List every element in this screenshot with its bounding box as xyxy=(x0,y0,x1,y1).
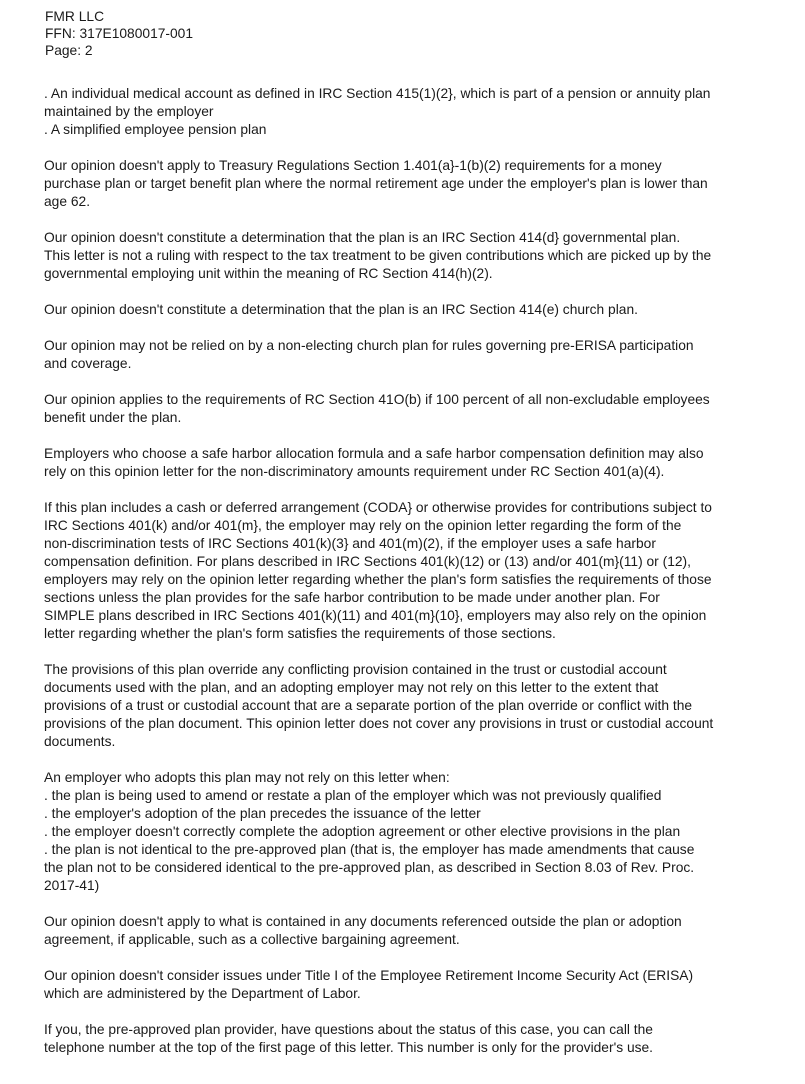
paragraph xyxy=(44,499,766,643)
text-line: documents used with the plan, and an adopting employer may not rely on this letter to the extent that xyxy=(44,680,659,695)
text-line: IRC Sections 401(k) and/or 401(m}, the employer may rely on the opinion letter regarding the form of the xyxy=(44,518,682,533)
text-line: governmental employing unit within the meaning of RC Section 414(h)(2). xyxy=(44,266,493,281)
text-line: provisions of a trust or custodial account that are a separate portion of the plan override or conflict with the xyxy=(44,698,693,713)
text-line: Our opinion doesn't constitute a determination that the plan is an IRC Section 414(d} governmental plan. xyxy=(44,230,681,245)
text-line: If you, the pre-approved plan provider, have questions about the status of this case, you can call the xyxy=(44,1022,653,1037)
text-line: The provisions of this plan override any conflicting provision contained in the trust or custodial account xyxy=(44,662,667,677)
text-line: Our opinion doesn't consider issues under Title I of the Employee Retirement Income Security Act (ERISA) xyxy=(44,968,694,983)
text-line: provisions of the plan document. This opinion letter does not cover any provisions in trust or custodial account xyxy=(44,716,714,731)
text-line: 2017-41) xyxy=(44,878,100,893)
ffn-number: FFN: 317E1080017-001 xyxy=(45,26,194,41)
letter-header xyxy=(45,8,193,59)
text-line: Employers who choose a safe harbor allocation formula and a safe harbor compensation definition may also xyxy=(44,446,704,461)
text-line: . the employer's adoption of the plan precedes the issuance of the letter xyxy=(44,806,481,821)
text-line: purchase plan or target benefit plan where the normal retirement age under the employer's plan is lower than xyxy=(44,176,708,191)
text-line: non-discrimination tests of IRC Sections 401(k)(3} and 401(m)(2), if the employer uses a safe harbor xyxy=(44,536,656,551)
text-line: and coverage. xyxy=(44,356,132,371)
text-line: If this plan includes a cash or deferred arrangement (CODA} or otherwise provides for contributions subject to xyxy=(44,500,712,515)
text-line: maintained by the employer xyxy=(44,104,214,119)
text-line: documents. xyxy=(44,734,116,749)
text-line: SIMPLE plans described in IRC Sections 401(k)(11) and 401(m}(10}, employers may also rely on the opinion xyxy=(44,608,707,623)
paragraph xyxy=(44,85,766,139)
text-line: rely on this opinion letter for the non-discriminatory amounts requirement under RC Section 401(a)(4). xyxy=(44,464,665,479)
paragraph xyxy=(44,913,766,949)
text-line: age 62. xyxy=(44,194,91,209)
paragraph xyxy=(44,661,766,751)
text-line: . the plan is not identical to the pre-approved plan (that is, the employer has made amendments that cause xyxy=(44,842,695,857)
text-line: agreement, if applicable, such as a collective bargaining agreement. xyxy=(44,932,460,947)
paragraph xyxy=(44,391,766,427)
text-line: Our opinion applies to the requirements of RC Section 41O(b) if 100 percent of all non-excludable employees xyxy=(44,392,710,407)
text-line: the plan not to be considered identical to the pre-approved plan, as described in Section 8.03 of Rev. Proc. xyxy=(44,860,695,875)
text-line: . the employer doesn't correctly complete the adoption agreement or other elective provisions in the plan xyxy=(44,824,681,839)
paragraph xyxy=(44,337,766,373)
text-line: . the plan is being used to amend or restate a plan of the employer which was not previously qualified xyxy=(44,788,662,803)
text-line: benefit under the plan. xyxy=(44,410,182,425)
text-line: telephone number at the top of the first page of this letter. This number is only for the provider's use. xyxy=(44,1040,654,1055)
text-line: Our opinion may not be relied on by a non-electing church plan for rules governing pre-ERISA participation xyxy=(44,338,694,353)
company-name: FMR LLC xyxy=(45,9,105,24)
text-line: Our opinion doesn't apply to Treasury Regulations Section 1.401(a}-1(b)(2) requirements for a money xyxy=(44,158,662,173)
paragraph xyxy=(44,769,766,895)
text-line: employers may rely on the opinion letter regarding whether the plan's form satisfies the requirements of those xyxy=(44,572,712,587)
text-line: sections unless the plan provides for the safe harbor contribution to be made under another plan. For xyxy=(44,590,660,605)
text-line: letter regarding whether the plan's form satisfies the requirements of those sections. xyxy=(44,626,556,641)
text-line: . An individual medical account as defined in IRC Section 415(1)(2}, which is part of a pension or annuity plan xyxy=(44,86,711,101)
paragraph xyxy=(44,967,766,1003)
text-line: Our opinion doesn't apply to what is contained in any documents referenced outside the plan or adoption xyxy=(44,914,682,929)
paragraph xyxy=(44,157,766,211)
paragraph xyxy=(44,229,766,283)
letter-body xyxy=(44,85,766,1075)
paragraph xyxy=(44,445,766,481)
text-line: Our opinion doesn't constitute a determination that the plan is an IRC Section 414(e) church plan. xyxy=(44,302,638,317)
text-line: An employer who adopts this plan may not rely on this letter when: xyxy=(44,770,450,785)
page-number: Page: 2 xyxy=(45,43,93,58)
paragraph xyxy=(44,1021,766,1057)
text-line: This letter is not a ruling with respect to the tax treatment to be given contributions which are picked up by the xyxy=(44,248,712,263)
text-line: . A simplified employee pension plan xyxy=(44,122,267,137)
text-line: which are administered by the Department of Labor. xyxy=(44,986,361,1001)
text-line: compensation definition. For plans described in IRC Sections 401(k)(12) or (13) and/or 401(m}(11) or (12), xyxy=(44,554,691,569)
paragraph xyxy=(44,301,766,319)
